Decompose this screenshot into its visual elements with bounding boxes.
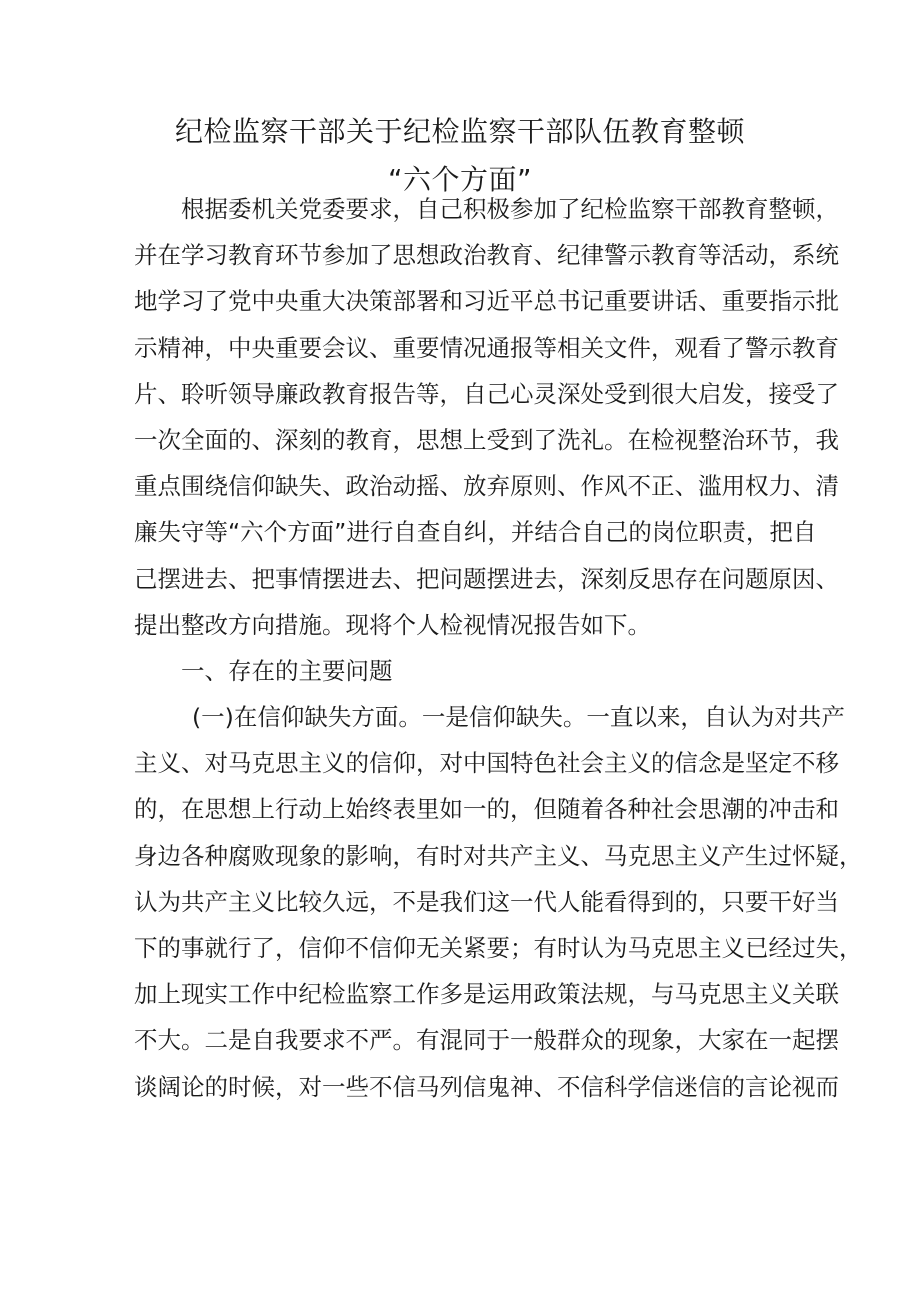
title-line-2: “六个方面” [387, 163, 532, 196]
text-line: 一次全面的、深刻的教育，思想上受到了洗礼。在检视整治环节，我 [134, 425, 839, 454]
text-line: 的，在思想上行动上始终表里如一的，但随着各种社会思潮的冲击和 [134, 795, 839, 824]
text-line: 下的事就行了，信仰不信仰无关紧要；有时认为马克思主义已经过失， [134, 934, 863, 962]
text-line: 地学习了党中央重大决策部署和习近平总书记重要讲话、重要指示批 [134, 287, 839, 316]
text-line: 加上现实工作中纪检监察工作多是运用政策法规，与马克思主义关联 [134, 980, 839, 1009]
text-line: 己摆进去、把事情摆进去、把问题摆进去，深刻反思存在问题原因、 [134, 564, 839, 593]
text-line: 谈阔论的时候，对一些不信马列信鬼神、不信科学信迷信的言论视而 [134, 1072, 839, 1101]
title-line-1: 纪检监察干部关于纪检监察干部队伍教育整顿 [174, 115, 745, 148]
text-line: 示精神，中央重要会议、重要情况通报等相关文件，观看了警示教育 [134, 333, 839, 362]
text-line: 身边各种腐败现象的影响，有时对共产主义、马克思主义产生过怀疑， [134, 841, 863, 870]
text-line: (一)在信仰缺失方面。一是信仰缺失。一直以来，自认为对共产 [192, 703, 845, 732]
text-line: 不大。二是自我要求不严。有混同于一般群众的现象，大家在一起摆 [134, 1026, 839, 1055]
document-body [134, 186, 863, 1110]
text-line: 主义、对马克思主义的信仰，对中国特色社会主义的信念是坚定不移 [134, 749, 839, 778]
text-line: 认为共产主义比较久远，不是我们这一代人能看得到的，只要干好当 [134, 887, 839, 916]
text-line: 并在学习教育环节参加了思想政治教育、纪律警示教育等活动，系统 [134, 241, 839, 270]
text-line: 根据委机关党委要求，自己积极参加了纪检监察干部教育整顿， [181, 195, 839, 223]
text-line: 片、聆听领导廉政教育报告等，自己心灵深处受到很大启发，接受了 [134, 379, 839, 408]
section1-paragraph [134, 694, 863, 1110]
section-heading: 一、存在的主要问题 [181, 656, 393, 685]
text-line: 廉失守等“六个方面”进行自查自纠，并结合自己的岗位职责，把自 [134, 518, 817, 547]
intro-paragraph [134, 186, 839, 648]
text-line: 提出整改方向措施。现将个人检视情况报告如下。 [134, 610, 651, 639]
text-line: 重点围绕信仰缺失、政治动摇、放弃原则、作风不正、滥用权力、清 [134, 472, 839, 501]
